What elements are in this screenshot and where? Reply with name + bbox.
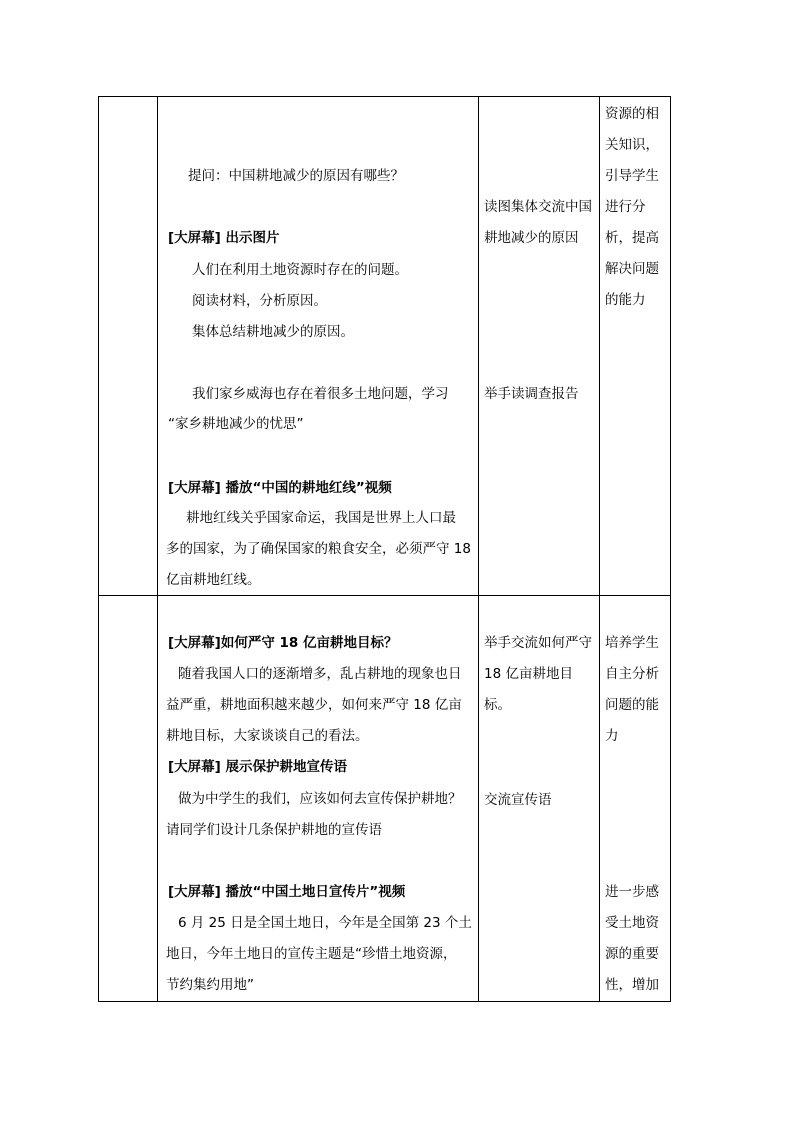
content-line: 耕地红线关乎国家命运，我国是世界上人口最 xyxy=(186,510,456,526)
column-divider-2 xyxy=(478,96,479,1002)
design-intent: 培养学生自主分析问题的能力 xyxy=(605,635,659,744)
content-line: 阅读材料，分析原因。 xyxy=(192,293,327,309)
content-line: 地日，今年土地日的宣传主题是“珍惜土地资源， xyxy=(166,946,457,962)
content-line: 集体总结耕地减少的原因。 xyxy=(192,324,354,340)
content-line: 6 月 25 日是全国土地日，今年是全国第 23 个土 xyxy=(178,915,472,931)
table-left-border xyxy=(98,96,99,1002)
content-line: 随着我国人口的逐渐增多，乱占耕地的现象也日 xyxy=(178,666,462,682)
screen-label: [大屏幕] 展示保护耕地宣传语 xyxy=(168,759,348,775)
screen-label: [大屏幕] 播放“中国的耕地红线”视频 xyxy=(168,480,392,496)
question-text: 提问：中国耕地减少的原因有哪些？ xyxy=(188,168,404,184)
screen-label: [大屏幕] 出示图片 xyxy=(168,230,280,246)
student-activity: 举手读调查报告 xyxy=(484,386,579,402)
content-line: 节约集约用地” xyxy=(166,977,254,993)
content-line: 亿亩耕地红线。 xyxy=(166,572,261,588)
table-right-border xyxy=(670,96,671,1002)
design-intent: 进一步感受土地资源的重要性，增加 xyxy=(605,884,659,993)
content-line: 耕地目标，大家谈谈自己的看法。 xyxy=(166,728,369,744)
student-activity: 交流宣传语 xyxy=(484,792,552,808)
content-line: 人们在利用土地资源时存在的问题。 xyxy=(192,262,408,278)
column-divider-1 xyxy=(157,96,158,1002)
content-line: 益严重，耕地面积越来越少，如何来严守 18 亿亩 xyxy=(166,697,462,713)
content-line: “家乡耕地减少的忧思” xyxy=(168,416,304,432)
student-activity: 举手交流如何严守 18 亿亩耕地目标。 xyxy=(484,635,592,713)
row-divider xyxy=(98,595,671,596)
student-activity: 读图集体交流中国耕地减少的原因 xyxy=(484,199,592,246)
screen-label: [大屏幕]如何严守 18 亿亩耕地目标？ xyxy=(168,635,398,651)
design-intent: 资源的相关知识，引导学生进行分析，提高解决问题的能力 xyxy=(605,106,659,308)
table-bottom-border xyxy=(98,1001,671,1002)
content-line: 我们家乡威海也存在着很多土地问题，学习 xyxy=(192,386,449,402)
column-divider-3 xyxy=(599,96,600,1002)
content-line: 多的国家，为了确保国家的粮食安全，必须严守 18 xyxy=(166,541,471,557)
content-line: 做为中学生的我们，应该如何去宣传保护耕地？ xyxy=(178,791,462,807)
content-line: 请同学们设计几条保护耕地的宣传语 xyxy=(166,822,382,838)
screen-label: [大屏幕] 播放“中国土地日宣传片”视频 xyxy=(168,884,406,900)
table-top-border xyxy=(98,96,671,97)
